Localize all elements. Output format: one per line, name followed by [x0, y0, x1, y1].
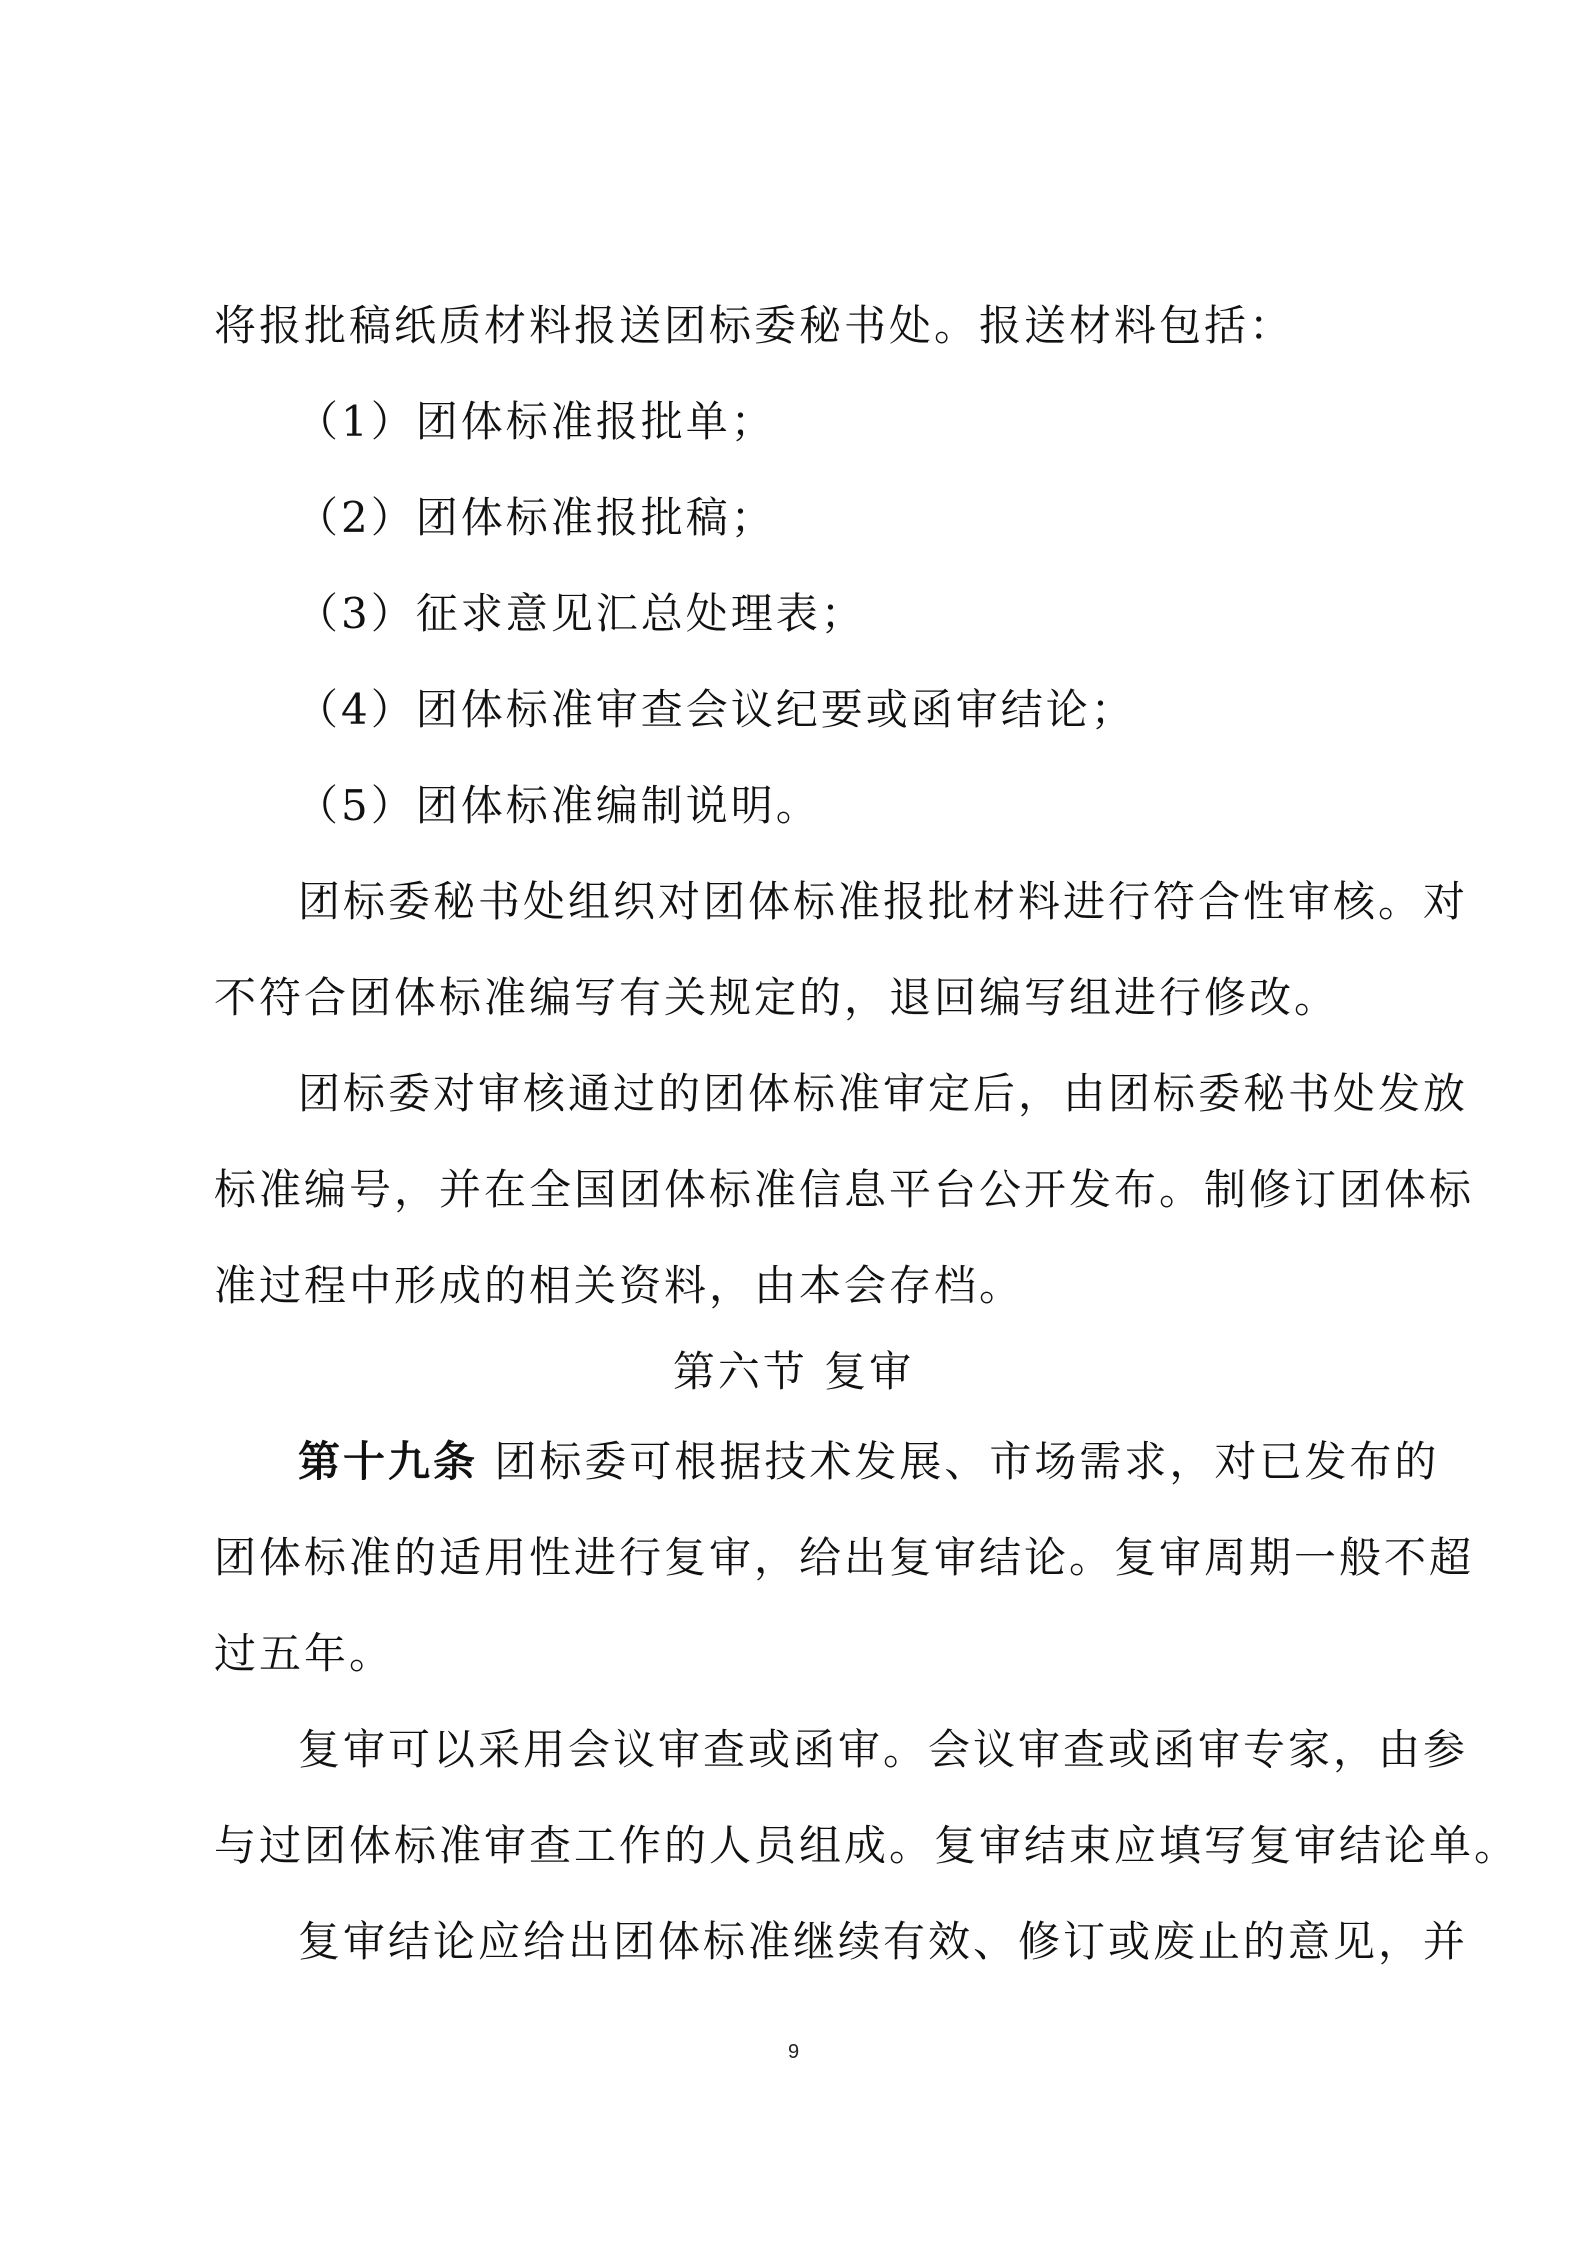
- paragraph-line: 将报批稿纸质材料报送团标委秘书处。报送材料包括：: [214, 301, 1295, 350]
- paragraph-line: 过五年。: [214, 1629, 395, 1678]
- paragraph-line: 复审可以采用会议审查或函审。会议审查或函审专家，由参: [298, 1725, 1469, 1774]
- paragraph-line: 标准编号，并在全国团体标准信息平台公开发布。制修订团体标: [214, 1165, 1475, 1214]
- paragraph-line: 团标委对审核通过的团体标准审定后，由团标委秘书处发放: [298, 1069, 1469, 1118]
- list-item: （4）团体标准审查会议纪要或函审结论；: [296, 685, 1136, 734]
- paragraph-line: 准过程中形成的相关资料，由本会存档。: [214, 1261, 1025, 1310]
- list-item: （1）团体标准报批单；: [296, 397, 776, 446]
- paragraph-line: 不符合团体标准编写有关规定的，退回编写组进行修改。: [214, 973, 1340, 1022]
- page-number: 9: [787, 2041, 800, 2063]
- list-item: （3）征求意见汇总处理表；: [296, 589, 866, 638]
- paragraph-line: 团体标准的适用性进行复审，给出复审结论。复审周期一般不超: [214, 1533, 1475, 1582]
- article-label: 第十九条: [298, 1437, 479, 1486]
- list-item: （5）团体标准编制说明。: [296, 781, 821, 830]
- paragraph-line: 复审结论应给出团体标准继续有效、修订或废止的意见，并: [298, 1917, 1469, 1966]
- paragraph-line: 团标委秘书处组织对团体标准报批材料进行符合性审核。对: [298, 877, 1469, 926]
- paragraph-line: 与过团体标准审查工作的人员组成。复审结束应填写复审结论单。: [214, 1821, 1520, 1870]
- list-item: （2）团体标准报批稿；: [296, 493, 776, 542]
- article-text: 团标委可根据技术发展、市场需求，对已发布的: [494, 1437, 1440, 1486]
- article-line: [298, 1436, 1440, 1488]
- section-heading: 第六节 复审: [672, 1347, 915, 1396]
